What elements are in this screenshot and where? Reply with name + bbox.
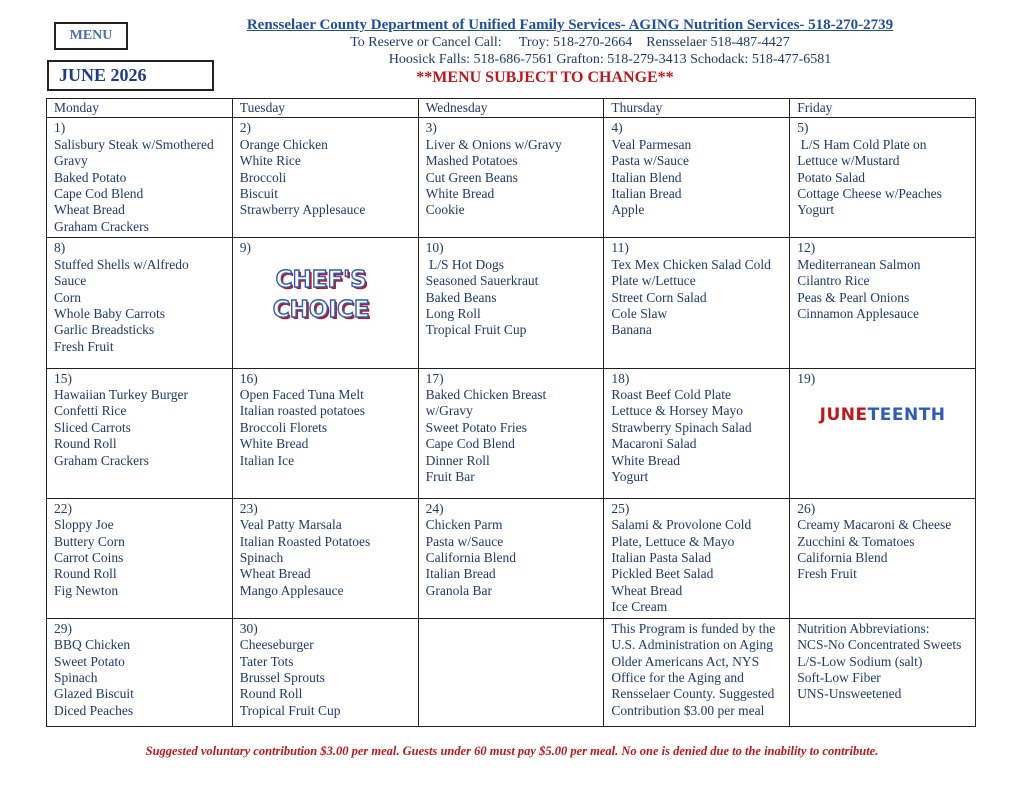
menu-item: Cut Green Beans [425, 169, 518, 185]
menu-item: Office for the Aging and [611, 670, 744, 686]
day-header-thursday: Thursday [604, 99, 790, 118]
day-cell [232, 238, 418, 368]
day-cell [47, 118, 233, 238]
menu-item: Biscuit [239, 186, 279, 202]
day-cell [790, 118, 976, 238]
menu-item: Tater Tots [239, 653, 294, 669]
day-cell [418, 118, 604, 238]
menu-item: Buttery Corn [54, 533, 125, 549]
menu-item: Dinner Roll [425, 452, 490, 468]
day-number: 2) [239, 120, 252, 136]
menu-item: Strawberry Spinach Salad [611, 419, 752, 435]
menu-item: Graham Crackers [54, 218, 149, 234]
menu-item: NCS-No Concentrated Sweets [797, 637, 962, 653]
menu-item: Wheat Bread [54, 202, 125, 218]
menu-item: Mediterranean Salmon [797, 256, 921, 272]
menu-item: Pasta w/Sauce [611, 153, 689, 169]
day-number: 19) [797, 370, 816, 386]
menu-item: Lettuce & Horsey Mayo [611, 403, 743, 419]
menu-item: Fresh Fruit [54, 338, 114, 354]
menu-item: Baked Potato [54, 169, 127, 185]
day-cell [418, 498, 604, 618]
week-row [47, 618, 976, 726]
menu-item: Street Corn Salad [611, 289, 707, 305]
menu-item: Italian Blend [611, 169, 682, 185]
day-header-wednesday: Wednesday [418, 99, 604, 118]
menu-item: California Blend [425, 549, 516, 565]
menu-item: Nutrition Abbreviations: [797, 620, 930, 636]
month-title: JUNE 2026 [47, 60, 214, 91]
menu-item: Plate, Lettuce & Mayo [611, 533, 735, 549]
menu-item: Lettuce w/Mustard [797, 153, 900, 169]
menu-item: Ice Cream [611, 599, 668, 615]
day-number: 12) [797, 240, 816, 256]
menu-item: Banana [611, 322, 652, 338]
menu-item: Contribution $3.00 per meal [611, 702, 765, 718]
day-header-tuesday: Tuesday [232, 99, 418, 118]
menu-item: Round Roll [54, 566, 117, 582]
menu-item: Apple [611, 202, 645, 218]
menu-item: Brussel Sprouts [239, 670, 325, 686]
chefs-choice-line2: CHOICE [272, 296, 370, 323]
day-cell [604, 618, 790, 726]
menu-calendar [46, 98, 976, 727]
menu-item: Fruit Bar [425, 468, 475, 484]
menu-item: Tropical Fruit Cup [425, 322, 527, 338]
menu-item: Baked Chicken Breast [425, 386, 547, 402]
day-cell [790, 368, 976, 498]
menu-item: Italian Roasted Potatoes [239, 533, 371, 549]
menu-item: Mashed Potatoes [425, 153, 518, 169]
menu-item: Sweet Potato [54, 653, 125, 669]
menu-item: Broccoli [239, 169, 287, 185]
day-number: 15) [54, 370, 72, 386]
menu-item: Cape Cod Blend [54, 186, 144, 202]
menu-item: Long Roll [425, 306, 481, 322]
department-title: Rensselaer County Department of Unified Family Services- AGING Nutrition Services- 518-270-2739 [246, 17, 894, 33]
day-cell [232, 368, 418, 498]
day-cell [604, 368, 790, 498]
day-cell [418, 238, 604, 368]
menu-item: Whole Baby Carrots [54, 306, 165, 322]
juneteenth-label [797, 404, 968, 425]
day-number: 8) [54, 240, 66, 256]
day-cell [604, 238, 790, 368]
day-number: 3) [425, 120, 437, 136]
day-cell [418, 618, 604, 726]
menu-item: L/S Ham Cold Plate on [797, 136, 927, 152]
day-cell [232, 498, 418, 618]
menu-item: Chicken Parm [425, 517, 503, 533]
menu-item: Sliced Carrots [54, 419, 131, 435]
subject-to-change-notice: **MENU SUBJECT TO CHANGE** [416, 69, 674, 86]
menu-item: Round Roll [239, 686, 303, 702]
day-cell [232, 618, 418, 726]
day-cell [232, 118, 418, 238]
menu-item: Sloppy Joe [54, 517, 114, 533]
day-cell [790, 498, 976, 618]
contribution-footer: Suggested voluntary contribution $3.00 per meal. Guests under 60 must pay $5.00 per meal. No one is denied due to the inability to contribute. [145, 744, 879, 758]
day-number: 29) [54, 620, 72, 636]
menu-item: Yogurt [611, 468, 649, 484]
day-cell [604, 118, 790, 238]
menu-item: Fig Newton [54, 582, 119, 598]
juneteenth-part-teenth: TEENTH [867, 404, 946, 425]
day-header-monday: Monday [47, 99, 233, 118]
menu-item: Carrot Coins [54, 549, 124, 565]
menu-item: w/Gravy [425, 403, 473, 419]
day-cell [790, 618, 976, 726]
menu-item: Cinnamon Applesauce [797, 306, 920, 322]
day-number: 17) [425, 370, 444, 386]
weekday-header-row [47, 99, 976, 118]
menu-item: Seasoned Sauerkraut [425, 273, 539, 289]
menu-item: Cilantro Rice [797, 273, 870, 289]
menu-item: Sweet Potato Fries [425, 419, 527, 435]
menu-item: Glazed Biscuit [54, 686, 134, 702]
menu-item: Fresh Fruit [797, 566, 857, 582]
day-cell [47, 368, 233, 498]
day-cell [47, 618, 233, 726]
menu-item: Creamy Macaroni & Cheese [797, 517, 952, 533]
menu-item: Veal Parmesan [611, 136, 692, 152]
menu-item: Garlic Breadsticks [54, 322, 155, 338]
menu-item: Soft-Low Fiber [797, 670, 881, 686]
menu-item: Diced Peaches [54, 702, 134, 718]
site-phones-line: Hoosick Falls: 518-686-7561 Grafton: 518-279-3413 Schodack: 518-477-6581 [388, 52, 832, 67]
menu-item: Potato Salad [797, 169, 866, 185]
menu-item: Tropical Fruit Cup [239, 702, 341, 718]
menu-item: White Rice [239, 153, 301, 169]
menu-item: Veal Patty Marsala [239, 517, 342, 533]
menu-item: Cole Slaw [611, 306, 668, 322]
menu-item: Cheeseburger [239, 637, 314, 653]
menu-item: Broccoli Florets [239, 419, 328, 435]
menu-item: Sauce [54, 273, 87, 289]
day-cell [47, 238, 233, 368]
menu-item: L/S Hot Dogs [425, 256, 504, 272]
day-number: 22) [54, 500, 72, 516]
menu-item: U.S. Administration on Aging [611, 637, 774, 653]
week-row [47, 368, 976, 498]
menu-item: Tex Mex Chicken Salad Cold [611, 256, 771, 272]
menu-item: Graham Crackers [54, 452, 149, 468]
day-number: 11) [611, 240, 629, 256]
menu-item: White Bread [239, 436, 309, 452]
menu-item: White Bread [611, 452, 680, 468]
day-cell [604, 498, 790, 618]
menu-item: Zucchini & Tomatoes [797, 533, 915, 549]
menu-item: Pasta w/Sauce [425, 533, 504, 549]
menu-item: White Bread [425, 186, 495, 202]
menu-item: Roast Beef Cold Plate [611, 386, 731, 402]
menu-item: Rensselaer County. Suggested [611, 686, 775, 702]
menu-item: Italian Bread [425, 566, 496, 582]
menu-item: Italian Pasta Salad [611, 549, 712, 565]
day-number: 24) [425, 500, 444, 516]
juneteenth-part-june: JUNE [819, 404, 868, 425]
menu-item: Granola Bar [425, 582, 492, 598]
menu-item: Italian Ice [239, 452, 295, 468]
week-row [47, 238, 976, 368]
menu-item: Plate w/Lettuce [611, 273, 696, 289]
day-cell [790, 238, 976, 368]
menu-item: Yogurt [797, 202, 835, 218]
reserve-phones-line: To Reserve or Cancel Call: Troy: 518-270-2664 Rensselaer 518-487-4427 [350, 35, 790, 50]
menu-item: Strawberry Applesauce [239, 202, 366, 218]
day-cell [418, 368, 604, 498]
menu-item: Cottage Cheese w/Peaches [797, 186, 942, 202]
menu-item: BBQ Chicken [54, 637, 131, 653]
day-number: 25) [611, 500, 630, 516]
menu-item: UNS-Unsweetened [797, 686, 902, 702]
menu-label-box: MENU [54, 22, 128, 50]
day-header-friday: Friday [790, 99, 976, 118]
week-row [47, 498, 976, 618]
day-number: 5) [797, 120, 809, 136]
menu-item: Pickled Beet Salad [611, 566, 714, 582]
menu-item: Older Americans Act, NYS [611, 653, 760, 669]
day-cell [47, 498, 233, 618]
menu-item: Italian roasted potatoes [239, 403, 366, 419]
menu-item: Orange Chicken [239, 136, 328, 152]
menu-item: Cape Cod Blend [425, 436, 515, 452]
day-number: 9) [239, 240, 252, 256]
menu-item: Round Roll [54, 436, 117, 452]
day-number: 18) [611, 370, 630, 386]
menu-item: Cookie [425, 202, 465, 218]
menu-item: Wheat Bread [611, 582, 683, 598]
menu-item: This Program is funded by the [611, 620, 776, 636]
menu-item: Confetti Rice [54, 403, 127, 419]
menu-item: Salisbury Steak w/Smothered [54, 136, 214, 152]
day-number: 10) [425, 240, 444, 256]
menu-item: Stuffed Shells w/Alfredo [54, 256, 189, 272]
menu-item: Open Faced Tuna Melt [239, 386, 364, 402]
menu-item: Hawaiian Turkey Burger [54, 386, 188, 402]
menu-item: Corn [54, 289, 81, 305]
day-number: 30) [239, 620, 258, 636]
menu-item: Wheat Bread [239, 566, 311, 582]
menu-item: Italian Bread [611, 186, 682, 202]
menu-item: Spinach [239, 549, 284, 565]
menu-item: Peas & Pearl Onions [797, 289, 910, 305]
menu-item: Liver & Onions w/Gravy [425, 136, 562, 152]
menu-item: Salami & Provolone Cold [611, 517, 752, 533]
chefs-choice-label [232, 265, 411, 325]
menu-item: Macaroni Salad [611, 436, 697, 452]
menu-item: Baked Beans [425, 289, 497, 305]
week-row [47, 118, 976, 238]
menu-item: Gravy [54, 153, 88, 169]
chefs-choice-line1: CHEF'S [275, 266, 367, 293]
header [220, 16, 920, 87]
day-number: 4) [611, 120, 623, 136]
menu-item: L/S-Low Sodium (salt) [797, 653, 923, 669]
day-number: 26) [797, 500, 816, 516]
day-number: 1) [54, 120, 66, 136]
day-number: 16) [239, 370, 258, 386]
calendar-body [47, 118, 976, 727]
menu-item: Spinach [54, 670, 98, 686]
day-number: 23) [239, 500, 258, 516]
menu-item: California Blend [797, 549, 888, 565]
menu-item: Mango Applesauce [239, 582, 344, 598]
